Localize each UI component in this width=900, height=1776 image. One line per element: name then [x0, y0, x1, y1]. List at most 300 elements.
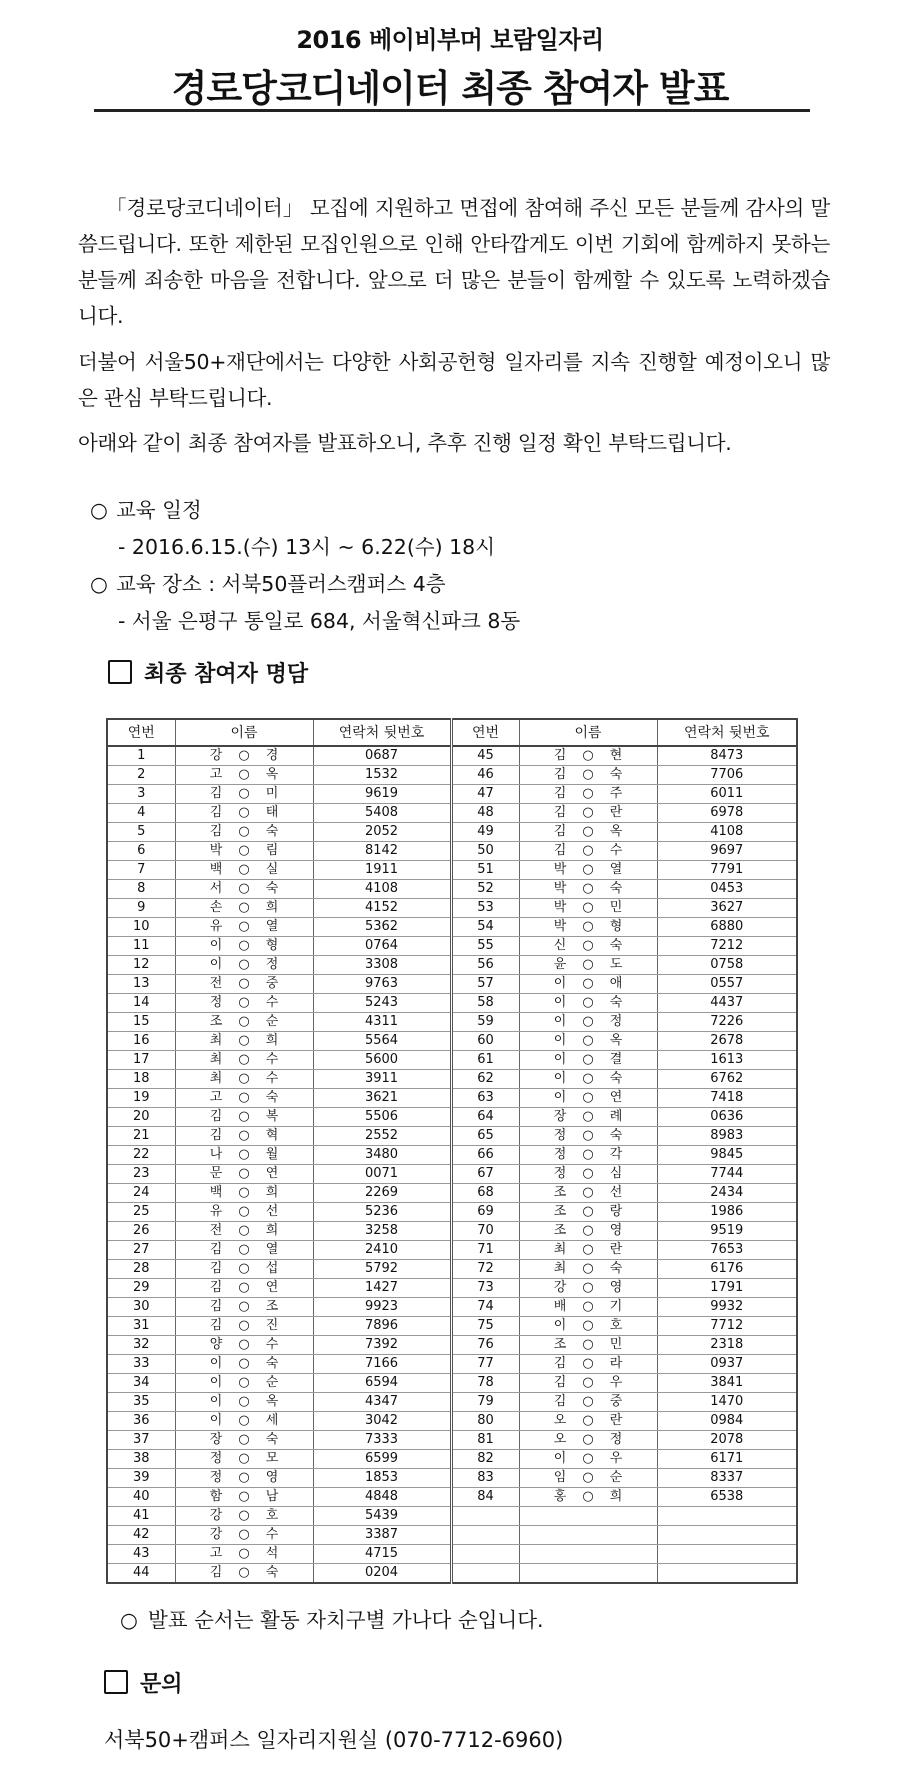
- participant-name: [519, 804, 657, 823]
- participant-name: [519, 1241, 657, 1260]
- participant-phone-suffix: 4311: [313, 1013, 451, 1032]
- table-row: [107, 766, 797, 785]
- participant-name: [175, 975, 313, 994]
- table-row: [107, 842, 797, 861]
- participant-number: 51: [451, 861, 519, 880]
- participant-name: [519, 1374, 657, 1393]
- participant-phone-suffix: 6176: [657, 1260, 797, 1279]
- name-mask: ○: [238, 900, 250, 915]
- participant-phone-suffix: 9923: [313, 1298, 451, 1317]
- participant-number: 63: [451, 1089, 519, 1108]
- participant-number: 60: [451, 1032, 519, 1051]
- name-mask: ○: [238, 1318, 250, 1333]
- participant-number: 84: [451, 1488, 519, 1507]
- name-mask: ○: [238, 1185, 250, 1200]
- table-row: [107, 1488, 797, 1507]
- name-surname: 백: [209, 1185, 223, 1200]
- participant-name: [175, 1089, 313, 1108]
- participant-name: [175, 1203, 313, 1222]
- name-last-char: 중: [609, 1394, 623, 1409]
- table-row: [107, 1089, 797, 1108]
- name-last-char: 숙: [609, 881, 623, 896]
- name-last-char: 림: [265, 843, 279, 858]
- name-surname: 전: [209, 1223, 223, 1238]
- name-last-char: 영: [609, 1223, 623, 1238]
- participant-phone-suffix: 4152: [313, 899, 451, 918]
- participant-name: [519, 918, 657, 937]
- name-mask: ○: [238, 1299, 250, 1314]
- name-surname: 김: [553, 1375, 567, 1390]
- name-surname: 김: [209, 1280, 223, 1295]
- participant-name: [175, 1051, 313, 1070]
- participant-number: 44: [107, 1564, 175, 1584]
- name-mask: ○: [238, 1204, 250, 1219]
- participant-number: 83: [451, 1469, 519, 1488]
- name-surname: 최: [209, 1052, 223, 1067]
- participant-number: 58: [451, 994, 519, 1013]
- participant-name: [175, 1298, 313, 1317]
- participant-name: [519, 1070, 657, 1089]
- participant-number: 8: [107, 880, 175, 899]
- participant-number: 73: [451, 1279, 519, 1298]
- participant-number: 23: [107, 1165, 175, 1184]
- name-surname: 신: [553, 938, 567, 953]
- name-surname: 이: [553, 1014, 567, 1029]
- participant-name: [175, 994, 313, 1013]
- participant-number: 34: [107, 1374, 175, 1393]
- participant-name: [175, 918, 313, 937]
- participant-name: [175, 823, 313, 842]
- name-mask: ○: [582, 1071, 594, 1086]
- name-mask: ○: [238, 1451, 250, 1466]
- circle-bullet-icon: ○: [90, 572, 108, 596]
- participant-name: [175, 804, 313, 823]
- name-surname: 이: [553, 1090, 567, 1105]
- participant-number: 30: [107, 1298, 175, 1317]
- participant-name: [519, 1032, 657, 1051]
- participant-name: [175, 1165, 313, 1184]
- participant-table: [106, 718, 798, 1584]
- name-surname: 박: [209, 843, 223, 858]
- participant-phone-suffix: 4715: [313, 1545, 451, 1564]
- name-surname: 함: [209, 1489, 223, 1504]
- participant-phone-suffix: 4347: [313, 1393, 451, 1412]
- name-surname: 강: [553, 1280, 567, 1295]
- name-mask: ○: [238, 1527, 250, 1542]
- name-surname: 이: [209, 938, 223, 953]
- name-surname: 정: [209, 1470, 223, 1485]
- name-mask: ○: [582, 1470, 594, 1485]
- name-mask: ○: [582, 1261, 594, 1276]
- name-last-char: 기: [609, 1299, 623, 1314]
- name-surname: 고: [209, 1546, 223, 1561]
- name-last-char: 심: [609, 1166, 623, 1181]
- name-last-char: 란: [609, 1413, 623, 1428]
- participant-name: [519, 1488, 657, 1507]
- name-mask: ○: [238, 1242, 250, 1257]
- participant-name: [519, 842, 657, 861]
- name-mask: ○: [238, 1033, 250, 1048]
- name-mask: ○: [582, 1489, 594, 1504]
- title-underline: [94, 109, 810, 112]
- name-surname: 조: [209, 1014, 223, 1029]
- participant-phone-suffix: 7896: [313, 1317, 451, 1336]
- name-surname: 이: [209, 1413, 223, 1428]
- name-mask: ○: [582, 1375, 594, 1390]
- name-last-char: 남: [265, 1489, 279, 1504]
- name-mask: ○: [582, 957, 594, 972]
- name-last-char: 모: [265, 1451, 279, 1466]
- participant-number: 26: [107, 1222, 175, 1241]
- participant-name: [519, 1526, 657, 1545]
- name-mask: ○: [582, 1318, 594, 1333]
- name-mask: ○: [582, 786, 594, 801]
- participant-phone-suffix: 3911: [313, 1070, 451, 1089]
- participant-name: [175, 1507, 313, 1526]
- intro-paragraph-more-jobs: 더불어 서울50+재단에서는 다양한 사회공헌형 일자리를 지속 진행할 예정이오니 많은 관심 부탁드립니다.: [78, 350, 830, 410]
- participant-phone-suffix: 4848: [313, 1488, 451, 1507]
- participant-name: [175, 1355, 313, 1374]
- name-mask: ○: [238, 786, 250, 801]
- participant-number: 64: [451, 1108, 519, 1127]
- name-surname: 김: [553, 748, 567, 763]
- participant-name: [519, 880, 657, 899]
- education-venue-address: - 서울 은평구 통일로 684, 서울혁신파크 8동: [118, 609, 521, 633]
- participant-name: [519, 785, 657, 804]
- name-last-char: 숙: [265, 1090, 279, 1105]
- participant-phone-suffix: 0636: [657, 1108, 797, 1127]
- name-mask: ○: [238, 862, 250, 877]
- participant-phone-suffix: 9697: [657, 842, 797, 861]
- name-mask: ○: [238, 881, 250, 896]
- name-surname: 손: [209, 900, 223, 915]
- name-last-char: 옥: [265, 1394, 279, 1409]
- participant-name: [175, 1545, 313, 1564]
- participant-number: 7: [107, 861, 175, 880]
- participant-phone-suffix: 6594: [313, 1374, 451, 1393]
- participant-name: [175, 1146, 313, 1165]
- participant-name: [519, 899, 657, 918]
- name-surname: 김: [553, 843, 567, 858]
- participant-phone-suffix: 4108: [313, 880, 451, 899]
- table-row: [107, 1051, 797, 1070]
- participant-phone-suffix: 5600: [313, 1051, 451, 1070]
- name-last-char: 태: [265, 805, 279, 820]
- participant-name: [519, 1279, 657, 1298]
- participant-number: 15: [107, 1013, 175, 1032]
- name-last-char: 형: [609, 919, 623, 934]
- participant-table-body: [107, 746, 797, 1583]
- participant-phone-suffix: 1427: [313, 1279, 451, 1298]
- participant-name: [519, 1108, 657, 1127]
- name-mask: ○: [582, 1356, 594, 1371]
- name-mask: ○: [238, 1375, 250, 1390]
- name-mask: ○: [238, 1432, 250, 1447]
- participant-phone-suffix: 5792: [313, 1260, 451, 1279]
- name-surname: 정: [209, 995, 223, 1010]
- name-surname: 이: [553, 1033, 567, 1048]
- participant-name: [519, 1184, 657, 1203]
- participant-name: [175, 1526, 313, 1545]
- participant-name: [175, 746, 313, 766]
- participant-phone-suffix: 3258: [313, 1222, 451, 1241]
- participant-number: 36: [107, 1412, 175, 1431]
- intro-paragraph-thanks: 「경로당코디네이터」 모집에 지원하고 면접에 참여해 주신 모든 분들께 감사의 말씀드립니다. 또한 제한된 모집인원으로 인해 안타깝게도 이번 기회에 함께하지 못하는 분들께 죄송한 마음을 전합니다. 앞으로 더 많은 분들이 함께할 수 있도록 노력하겠습니다.: [78, 196, 830, 328]
- name-surname: 김: [553, 1394, 567, 1409]
- name-mask: ○: [238, 824, 250, 839]
- name-last-char: 석: [265, 1546, 279, 1561]
- name-last-char: 순: [609, 1470, 623, 1485]
- participant-number: 71: [451, 1241, 519, 1260]
- participant-number: 62: [451, 1070, 519, 1089]
- table-row: [107, 880, 797, 899]
- name-surname: 이: [553, 1318, 567, 1333]
- participant-number: 46: [451, 766, 519, 785]
- name-last-char: 애: [609, 976, 623, 991]
- name-surname: 김: [553, 805, 567, 820]
- participant-phone-suffix: 2678: [657, 1032, 797, 1051]
- name-last-char: 주: [609, 786, 623, 801]
- name-last-char: 영: [265, 1470, 279, 1485]
- participant-number: 33: [107, 1355, 175, 1374]
- participant-phone-suffix: 1613: [657, 1051, 797, 1070]
- participant-number: 61: [451, 1051, 519, 1070]
- name-surname: 최: [209, 1033, 223, 1048]
- name-surname: 박: [553, 862, 567, 877]
- name-mask: ○: [582, 1432, 594, 1447]
- participant-number: 6: [107, 842, 175, 861]
- name-last-char: 열: [609, 862, 623, 877]
- participant-name: [175, 1431, 313, 1450]
- participant-phone-suffix: 9932: [657, 1298, 797, 1317]
- table-row: [107, 823, 797, 842]
- name-surname: 유: [209, 1204, 223, 1219]
- intro-paragraph-announcement: 아래와 같이 최종 참여자를 발표하오니, 추후 진행 일정 확인 부탁드립니다.: [78, 431, 732, 455]
- table-row: [107, 1146, 797, 1165]
- name-mask: ○: [238, 1489, 250, 1504]
- participant-phone-suffix: 5408: [313, 804, 451, 823]
- participant-number: 48: [451, 804, 519, 823]
- name-mask: ○: [238, 1470, 250, 1485]
- participant-name: [519, 1545, 657, 1564]
- name-surname: 문: [209, 1166, 223, 1181]
- participant-phone-suffix: 1470: [657, 1393, 797, 1412]
- page-subtitle: 2016 베이비부머 보람일자리: [296, 26, 604, 54]
- page-title: 경로당코디네이터 최종 참여자 발표: [171, 67, 729, 110]
- participant-number: 28: [107, 1260, 175, 1279]
- participant-phone-suffix: 3841: [657, 1374, 797, 1393]
- name-surname: 이: [553, 1052, 567, 1067]
- participant-phone-suffix: 0071: [313, 1165, 451, 1184]
- participant-number: 37: [107, 1431, 175, 1450]
- name-mask: ○: [238, 843, 250, 858]
- table-row: [107, 956, 797, 975]
- participant-name: [519, 1431, 657, 1450]
- name-last-char: 실: [265, 862, 279, 877]
- name-surname: 조: [553, 1185, 567, 1200]
- order-note: [120, 1605, 544, 1635]
- name-last-char: 숙: [609, 1261, 623, 1276]
- participant-name: [519, 823, 657, 842]
- participant-phone-suffix: 8983: [657, 1127, 797, 1146]
- roster-heading-label: 최종 참여자 명담: [144, 662, 309, 687]
- participant-phone-suffix: 1911: [313, 861, 451, 880]
- participant-name: [519, 1469, 657, 1488]
- name-last-char: 숙: [265, 824, 279, 839]
- name-mask: ○: [582, 1166, 594, 1181]
- name-last-char: 현: [609, 748, 623, 763]
- table-row: [107, 1032, 797, 1051]
- table-row: [107, 1355, 797, 1374]
- table-row: [107, 1469, 797, 1488]
- participant-name: [519, 1336, 657, 1355]
- participant-name: [175, 1013, 313, 1032]
- name-mask: ○: [238, 767, 250, 782]
- checkbox-square-icon: [108, 660, 132, 684]
- name-surname: 서: [209, 881, 223, 896]
- participant-name: [519, 766, 657, 785]
- participant-phone-suffix: 1532: [313, 766, 451, 785]
- name-surname: 김: [209, 1318, 223, 1333]
- name-last-char: 숙: [609, 767, 623, 782]
- participant-name: [519, 1450, 657, 1469]
- participant-name: [519, 1203, 657, 1222]
- participant-number: 81: [451, 1431, 519, 1450]
- name-surname: 정: [553, 1147, 567, 1162]
- participant-phone-suffix: 0984: [657, 1412, 797, 1431]
- participant-number: 5: [107, 823, 175, 842]
- participant-name: [519, 746, 657, 766]
- participant-phone-suffix: 7744: [657, 1165, 797, 1184]
- name-mask: ○: [238, 1147, 250, 1162]
- participant-number: 41: [107, 1507, 175, 1526]
- participant-phone-suffix: 0204: [313, 1564, 451, 1584]
- table-row: [107, 1279, 797, 1298]
- participant-name: [519, 975, 657, 994]
- name-mask: ○: [582, 1299, 594, 1314]
- name-surname: 정: [553, 1166, 567, 1181]
- column-header-name: 이름: [519, 719, 657, 746]
- table-header-row: [107, 719, 797, 746]
- participant-name: [175, 899, 313, 918]
- participant-number: 18: [107, 1070, 175, 1089]
- table-row: [107, 899, 797, 918]
- table-row: [107, 1222, 797, 1241]
- name-surname: 나: [209, 1147, 223, 1162]
- participant-phone-suffix: [657, 1545, 797, 1564]
- name-surname: 유: [209, 919, 223, 934]
- table-row: [107, 861, 797, 880]
- name-mask: ○: [582, 1147, 594, 1162]
- participant-number: [451, 1526, 519, 1545]
- participant-number: 24: [107, 1184, 175, 1203]
- table-row: [107, 1431, 797, 1450]
- name-last-char: 연: [609, 1090, 623, 1105]
- participant-phone-suffix: 2052: [313, 823, 451, 842]
- table-row: [107, 1564, 797, 1584]
- participant-number: 13: [107, 975, 175, 994]
- participant-number: 68: [451, 1184, 519, 1203]
- participant-phone-suffix: 7226: [657, 1013, 797, 1032]
- participant-number: [451, 1545, 519, 1564]
- table-row: [107, 1070, 797, 1089]
- name-last-char: 숙: [265, 1356, 279, 1371]
- name-last-char: 란: [609, 805, 623, 820]
- participant-name: [519, 1298, 657, 1317]
- participant-number: 65: [451, 1127, 519, 1146]
- participant-phone-suffix: 8337: [657, 1469, 797, 1488]
- name-mask: ○: [582, 1185, 594, 1200]
- participant-phone-suffix: 5362: [313, 918, 451, 937]
- name-last-char: 순: [265, 1375, 279, 1390]
- name-surname: 김: [553, 1356, 567, 1371]
- participant-phone-suffix: 1853: [313, 1469, 451, 1488]
- participant-number: 27: [107, 1241, 175, 1260]
- name-surname: 김: [209, 1128, 223, 1143]
- name-surname: 정: [209, 1451, 223, 1466]
- table-row: [107, 1298, 797, 1317]
- participant-phone-suffix: 6978: [657, 804, 797, 823]
- participant-phone-suffix: 7418: [657, 1089, 797, 1108]
- name-mask: ○: [582, 1033, 594, 1048]
- participant-phone-suffix: 3480: [313, 1146, 451, 1165]
- participant-phone-suffix: 0937: [657, 1355, 797, 1374]
- participant-name: [519, 1051, 657, 1070]
- participant-name: [175, 937, 313, 956]
- name-mask: ○: [582, 995, 594, 1010]
- name-last-char: 진: [265, 1318, 279, 1333]
- name-surname: 홍: [553, 1489, 567, 1504]
- name-mask: ○: [238, 805, 250, 820]
- circle-bullet-icon: ○: [90, 498, 108, 522]
- name-last-char: 혁: [265, 1128, 279, 1143]
- name-mask: ○: [582, 1090, 594, 1105]
- name-surname: 박: [553, 919, 567, 934]
- name-last-char: 우: [609, 1451, 623, 1466]
- participant-phone-suffix: 9619: [313, 785, 451, 804]
- participant-number: 45: [451, 746, 519, 766]
- table-row: [107, 1241, 797, 1260]
- participant-number: 67: [451, 1165, 519, 1184]
- participant-phone-suffix: 7166: [313, 1355, 451, 1374]
- participant-phone-suffix: 7212: [657, 937, 797, 956]
- name-last-char: 연: [265, 1280, 279, 1295]
- participant-number: 4: [107, 804, 175, 823]
- name-mask: ○: [238, 1356, 250, 1371]
- name-surname: 전: [209, 976, 223, 991]
- participant-name: [175, 1279, 313, 1298]
- participant-phone-suffix: 3621: [313, 1089, 451, 1108]
- name-mask: ○: [238, 919, 250, 934]
- name-last-char: 열: [265, 919, 279, 934]
- participant-name: [519, 1393, 657, 1412]
- participant-name: [175, 842, 313, 861]
- name-last-char: 영: [609, 1280, 623, 1295]
- participant-number: 52: [451, 880, 519, 899]
- name-mask: ○: [582, 805, 594, 820]
- name-last-char: 례: [609, 1109, 623, 1124]
- participant-name: [519, 1317, 657, 1336]
- name-surname: 조: [553, 1204, 567, 1219]
- name-mask: ○: [238, 957, 250, 972]
- participant-name: [175, 766, 313, 785]
- participant-phone-suffix: 2318: [657, 1336, 797, 1355]
- participant-phone-suffix: 0453: [657, 880, 797, 899]
- participant-name: [519, 1127, 657, 1146]
- participant-name: [175, 880, 313, 899]
- participant-phone-suffix: 6171: [657, 1450, 797, 1469]
- name-mask: ○: [238, 1128, 250, 1143]
